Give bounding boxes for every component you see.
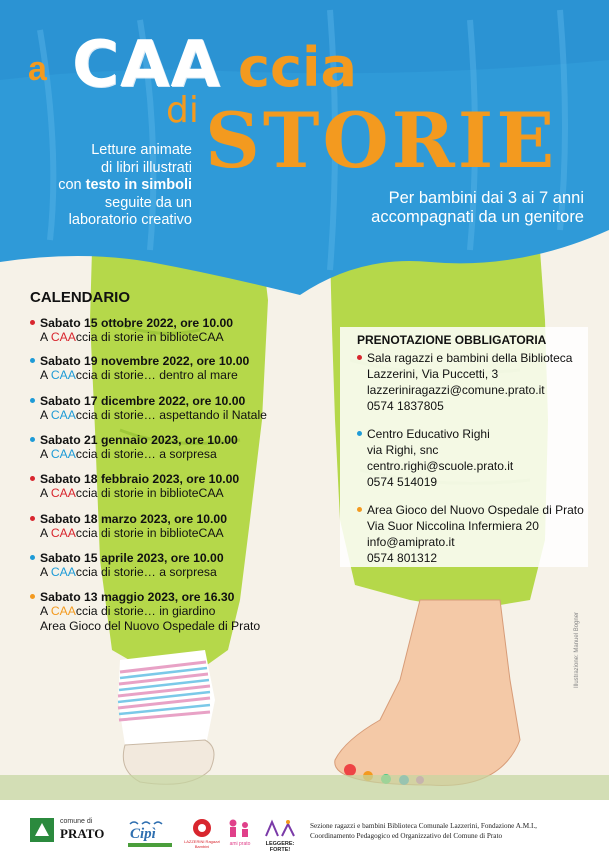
bullet-icon: [30, 398, 35, 403]
bullet-icon: [357, 507, 362, 512]
event-date: Sabato 21 gennaio 2023, ore 10.00: [30, 433, 330, 447]
bullet-icon: [30, 320, 35, 325]
ami-prato-logo: [224, 818, 256, 852]
event-title: A CAAccia di storie… a sorpresa: [40, 447, 217, 461]
age-line: accompagnati da un genitore: [371, 208, 584, 226]
booking-line: Lazzerini, Via Puccetti, 3: [367, 367, 499, 381]
calendar-event: [30, 512, 330, 541]
bullet-icon: [30, 437, 35, 442]
leggere-forte-logo: [262, 818, 298, 854]
subtitle-line: Letture animate: [91, 142, 192, 158]
illustration-credit: Illustrazione: Manuel Bogner: [574, 611, 580, 688]
booking-line: via Righi, snc: [367, 443, 439, 457]
comune-prato-emblem-icon: [30, 818, 54, 842]
calendar-title: CALENDARIO: [30, 289, 130, 306]
event-title: A CAAccia di storie in biblioteCAA: [40, 330, 224, 344]
booking-line: Centro Educativo Righi: [357, 426, 513, 442]
age-line: Per bambini dai 3 ai 7 anni: [388, 189, 584, 207]
cipi-name: Cipì: [130, 826, 156, 842]
ami-name: ami prato: [229, 841, 251, 847]
bullet-icon: [30, 358, 35, 363]
subtitle-line: con testo in simboli: [58, 177, 192, 193]
bullet-icon: [357, 355, 362, 360]
title-ccia: ccia: [238, 36, 357, 99]
booking-place: [357, 426, 513, 490]
lazzerini-emblem-icon: [188, 818, 216, 838]
bullet-icon: [30, 555, 35, 560]
comune-prato-logo: [30, 818, 105, 847]
event-title: A CAAccia di storie in biblioteCAA: [40, 526, 224, 540]
leggere-forte-name: LEGGERE: FORTE!: [265, 841, 295, 853]
booking-title: PRENOTAZIONE OBBLIGATORIA: [357, 333, 547, 347]
calendar-event: [30, 316, 330, 345]
event-title: A CAAccia di storie… in giardino: [40, 604, 216, 618]
subtitle-line: seguite da un: [104, 194, 192, 211]
lazzerini-logo: [184, 818, 221, 852]
calendar-event: [30, 590, 330, 634]
bullet-icon: [30, 594, 35, 599]
booking-email[interactable]: centro.righi@scuole.prato.it: [367, 459, 514, 473]
bullet-icon: [357, 431, 362, 436]
booking-place: [357, 502, 584, 566]
comune-name: PRATO: [60, 826, 105, 841]
cipi-logo: [122, 818, 178, 852]
event-title: A CAAccia di storie… dentro al mare: [40, 368, 238, 382]
subtitle-line: laboratorio creativo: [68, 212, 192, 228]
event-date: Sabato 18 marzo 2023, ore 10.00: [30, 512, 330, 526]
booking-line: 0574 1837805: [367, 399, 444, 413]
booking-place: [357, 350, 572, 414]
event-location: Area Gioco del Nuovo Ospedale di Prato: [40, 619, 261, 633]
title-caa: CAA: [72, 28, 222, 102]
ami-figures-icon: [224, 818, 256, 840]
footer-organizers: [310, 821, 600, 841]
booking-line: Sala ragazzi e bambini della Biblioteca: [357, 350, 572, 366]
age-info: [316, 189, 584, 227]
event-title: A CAAccia di storie… a sorpresa: [40, 565, 217, 579]
booking-email[interactable]: info@amiprato.it: [367, 535, 455, 549]
title-a: a: [28, 50, 47, 88]
bullet-icon: [30, 516, 35, 521]
event-date: Sabato 15 aprile 2023, ore 10.00: [30, 551, 330, 565]
leggere-forte-emblem-icon: [262, 818, 298, 840]
event-date: Sabato 13 maggio 2023, ore 16.30: [30, 590, 330, 604]
calendar-event: [30, 354, 330, 383]
event-date: Sabato 18 febbraio 2023, ore 10.00: [30, 472, 330, 486]
footer-line: Sezione ragazzi e bambini Biblioteca Comunale Lazzerini, Fondazione A.M.I.,: [310, 822, 537, 830]
calendar-event: [30, 433, 330, 462]
subtitle: [30, 142, 192, 230]
calendar-event: [30, 472, 330, 501]
event-title: A CAAccia di storie… aspettando il Natale: [40, 408, 267, 422]
event-title: A CAAccia di storie in biblioteCAA: [40, 486, 224, 500]
booking-line: Area Gioco del Nuovo Ospedale di Prato: [357, 502, 584, 518]
lazzerini-name: LAZZERINI Ragazzi Bambini: [184, 839, 221, 849]
calendar-event: [30, 394, 330, 423]
title-storie: STORIE: [205, 96, 558, 185]
footer-line: Coordinamento Pedagogico ed Organizzativo del Comune di Prato: [310, 832, 503, 840]
event-date: Sabato 19 novembre 2022, ore 10.00: [30, 354, 330, 368]
booking-line: 0574 514019: [367, 475, 438, 489]
event-date: Sabato 17 dicembre 2022, ore 10.00: [30, 394, 330, 408]
event-date: Sabato 15 ottobre 2022, ore 10.00: [30, 316, 330, 330]
booking-line: Via Suor Niccolina Infermiera 20: [367, 519, 539, 533]
calendar-event: [30, 551, 330, 580]
bullet-icon: [30, 476, 35, 481]
booking-email[interactable]: lazzeriniragazzi@comune.prato.it: [367, 383, 545, 397]
title-di: di: [166, 90, 199, 131]
comune-label: comune di: [60, 818, 93, 825]
booking-line: 0574 801312: [367, 551, 438, 565]
subtitle-line: di libri illustrati: [100, 159, 192, 176]
